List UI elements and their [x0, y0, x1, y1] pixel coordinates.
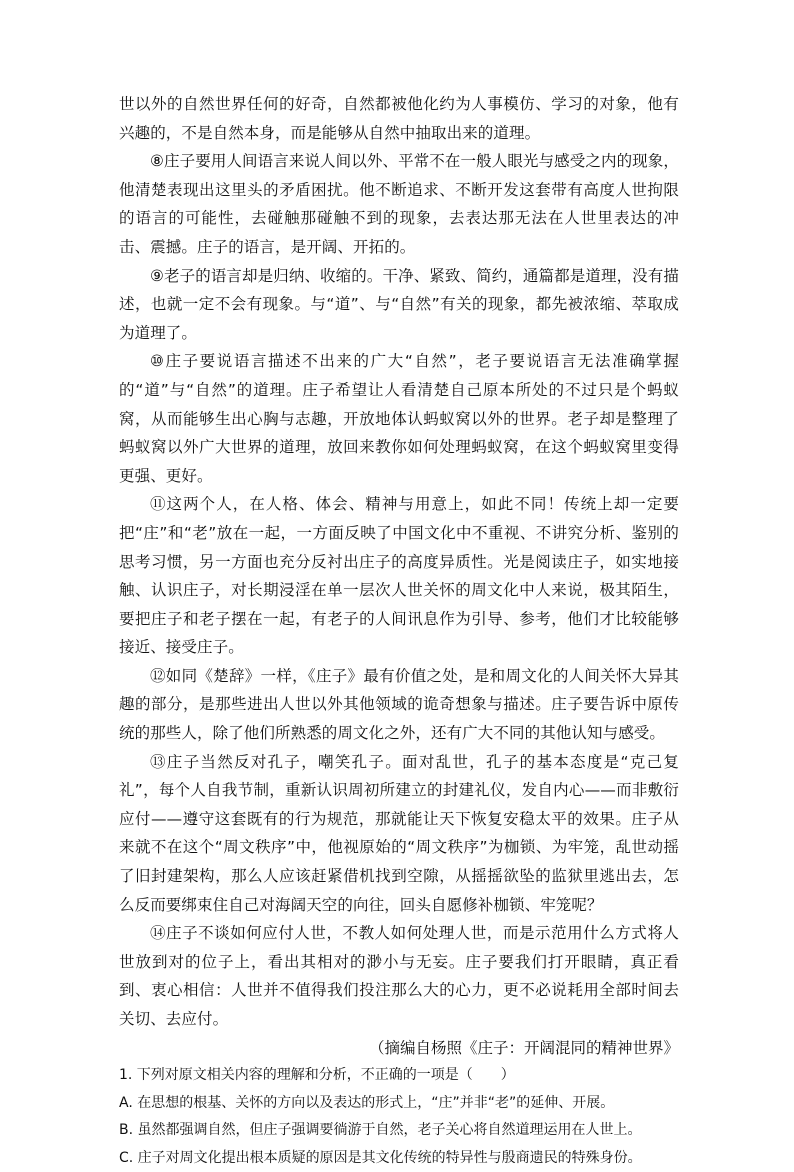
option-b: B. 虽然都强调自然，但庄子强调要徜游于自然，老子关心将自然道理运用在人世上。: [119, 1122, 642, 1139]
paragraph-continuation: 世以外的自然世界任何的好奇，自然都被他化约为人事模仿、学习的对象，他有兴趣的，不是自然本身，而是能够从自然中抽取出来的道理。: [119, 95, 679, 142]
paragraph-13: ⑬庄子当然反对孔子，嘲笑孔子。面对乱世，孔子的基本态度是“克己复礼”，每个人自我节制，重新认识周初所建立的封建礼仪，发自内心——而非敷衍应付——遵守这套既有的行为规范，那就能让天下恢复安稳太平的效果。庄子从来就不在这个“周文秩序”中，他视原始的“周文秩序”为枷锁、为牢笼，乱世动摇了旧封建架构，那么人应该赶紧借机找到空隙，从摇摇欲坠的监狱里逃出去，怎么反而要绑束住自己对海阔天空的向往，回头自愿修补枷锁、牢笼呢？: [119, 752, 679, 914]
question-stem: 1. 下列对原文相关内容的理解和分析，不正确的一项是（ ）: [119, 1067, 515, 1084]
option-a: A. 在思想的根基、关怀的方向以及表达的形式上，“庄”并非“老”的延伸、开展。: [119, 1094, 615, 1111]
paragraph-9: ⑨老子的语言却是归纳、收缩的。干净、紧致、简约，通篇都是道理，没有描述，也就一定不会有现象。与“道”、与“自然”有关的现象，都先被浓缩、萃取成为道理了。: [119, 266, 679, 342]
paragraph-8: ⑧庄子要用人间语言来说人间以外、平常不在一般人眼光与感受之内的现象，他清楚表现出这里头的矛盾困扰。他不断追求、不断开发这套带有高度人世拘限的语言的可能性，去碰触那碰触不到的现象，去表达那无法在人世里表达的冲击、震撼。庄子的语言，是开阔、开拓的。: [119, 152, 679, 256]
paragraph-11: ⑪这两个人，在人格、体会、精神与用意上，如此不同！传统上却一定要把“庄”和“老”放在一起，一方面反映了中国文化中不重视、不讲究分析、鉴别的思考习惯，另一方面也充分反衬出庄子的高度异质性。光是阅读庄子，如实地接触、认识庄子，对长期浸淫在单一层次人世关怀的周文化中人来说，极其陌生，要把庄子和老子摆在一起，有老子的人间讯息作为引导、参考，他们才比较能够接近、接受庄子。: [119, 495, 679, 657]
option-c: C. 庄子对周文化提出根本质疑的原因是其文化传统的特异性与殷商遗民的特殊身份。: [119, 1149, 642, 1166]
paragraph-14: ⑭庄子不谈如何应付人世，不教人如何处理人世，而是示范用什么方式将人世放到对的位子上，看出其相对的渺小与无妄。庄子要我们打开眼睛，真正看到、衷心相信：人世并不值得我们投注那么大的心力，更不必说耗用全部时间去关切、去应付。: [119, 924, 679, 1028]
article-body: [119, 90, 679, 1172]
paragraph-10: ⑩庄子要说语言描述不出来的广大“自然”，老子要说语言无法准确掌握的“道”与“自然”的道理。庄子希望让人看清楚自己原本所处的不过只是个蚂蚁窝，从而能够生出心胸与志趣，开放地体认蚂蚁窝以外的世界。老子却是整理了蚂蚁窝以外广大世界的道理，放回来教你如何处理蚂蚁窝，在这个蚂蚁窝里变得更强、更好。: [119, 352, 679, 485]
source-citation: （摘编自杨照《庄子：开阔混同的精神世界》: [368, 1038, 679, 1057]
paragraph-12: ⑫如同《楚辞》一样，《庄子》最有价值之处，是和周文化的人间关怀大异其趣的部分，是那些进出人世以外其他领域的诡奇想象与描述。庄子要告诉中原传统的那些人，除了他们所熟悉的周文化之外，还有广大不同的其他认知与感受。: [119, 666, 679, 743]
